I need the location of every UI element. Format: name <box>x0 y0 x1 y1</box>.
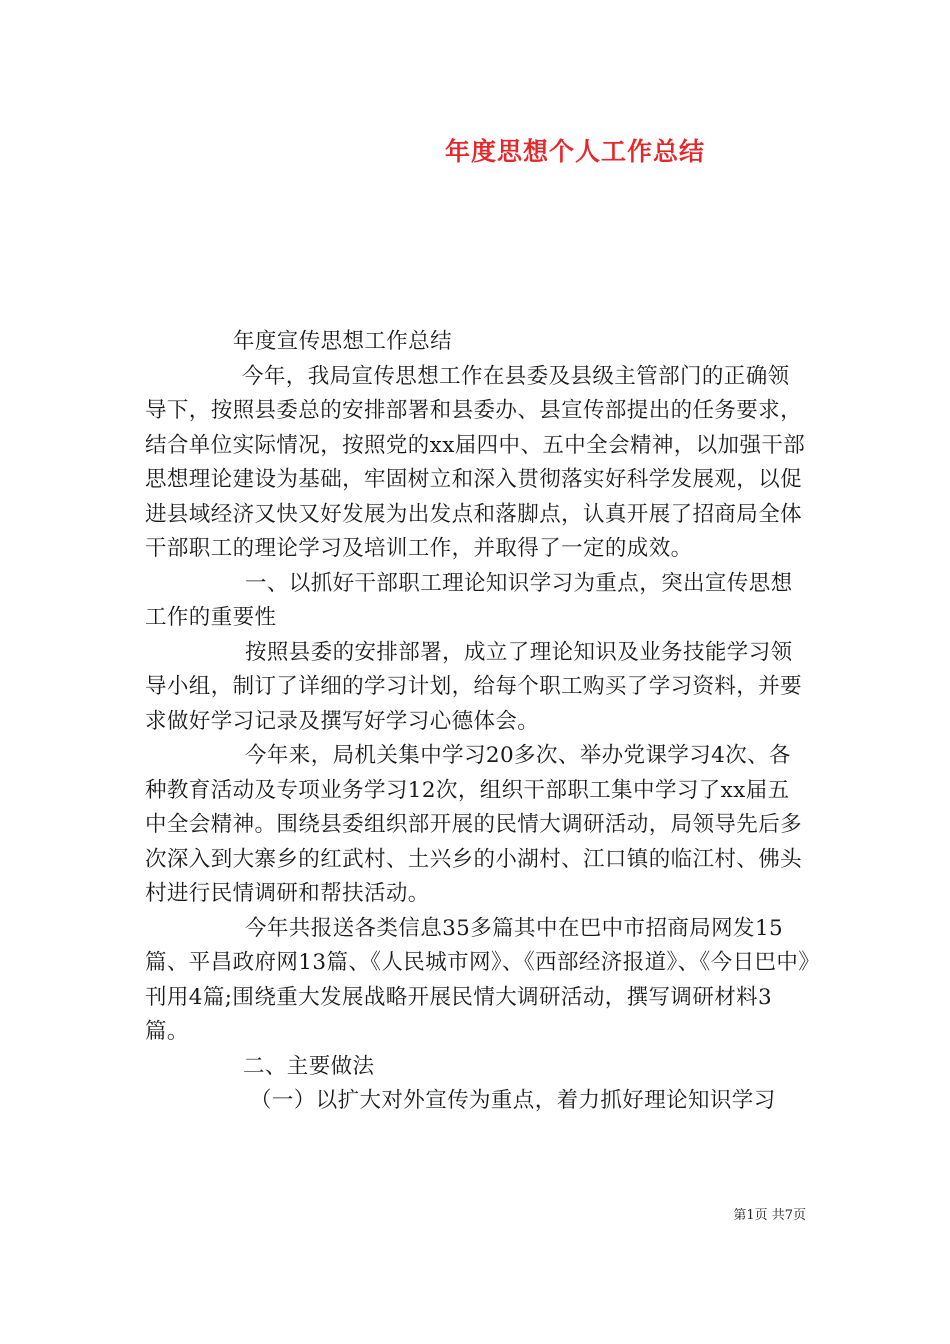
document-body <box>145 325 811 1119</box>
section-heading-one: 一、以抓好干部职工理论知识学习为重点，突出宣传思想工作的重要性 <box>145 570 793 630</box>
body-paragraph-information-reports: 今年共报送各类信息35多篇其中在巴中市招商局网发15篇、平昌政府网13篇、《人民城市网》、《西部经济报道》、《今日巴中》刊用4篇;围绕重大发展战略开展民情大调研活动，撰写调研材料3篇。 <box>145 915 810 1044</box>
intro-paragraph: 今年，我局宣传思想工作在县委及县级主管部门的正确领导下，按照县委总的安排部署和县委办、县宣传部提出的任务要求，结合单位实际情况，按照党的xx届四中、五中全会精神，以加强干部思想理论建设为基础，牢固树立和深入贯彻落实好科学发展观，以促进县域经济又快又好发展为出发点和落脚点，认真开展了招商局全体干部职工的理论学习及培训工作，并取得了一定的成效。 <box>145 363 806 561</box>
subsection-heading-one: （一）以扩大对外宣传为重点，着力抓好理论知识学习 <box>250 1088 776 1113</box>
page-number-footer: 第1页 共7页 <box>733 1208 806 1223</box>
body-paragraph-study-activities: 今年来，局机关集中学习20多次、举办党课学习4次、各种教育活动及专项业务学习12次，组织干部职工集中学习了xx届五中全会精神。围绕县委组织部开展的民情大调研活动，局领导先后多次深入到大寨乡的红武村、土兴乡的小湖村、江口镇的临江村、佛头村进行民情调研和帮扶活动。 <box>145 743 803 906</box>
section-subtitle: 年度宣传思想工作总结 <box>233 329 453 354</box>
body-paragraph-study-plan: 按照县委的安排部署，成立了理论知识及业务技能学习领导小组，制订了详细的学习计划，给每个职工购买了学习资料，并要求做好学习记录及撰写好学习心德体会。 <box>145 639 803 734</box>
section-heading-two: 二、主要做法 <box>243 1053 375 1079</box>
document-title: 年度思想个人工作总结 <box>444 137 705 166</box>
